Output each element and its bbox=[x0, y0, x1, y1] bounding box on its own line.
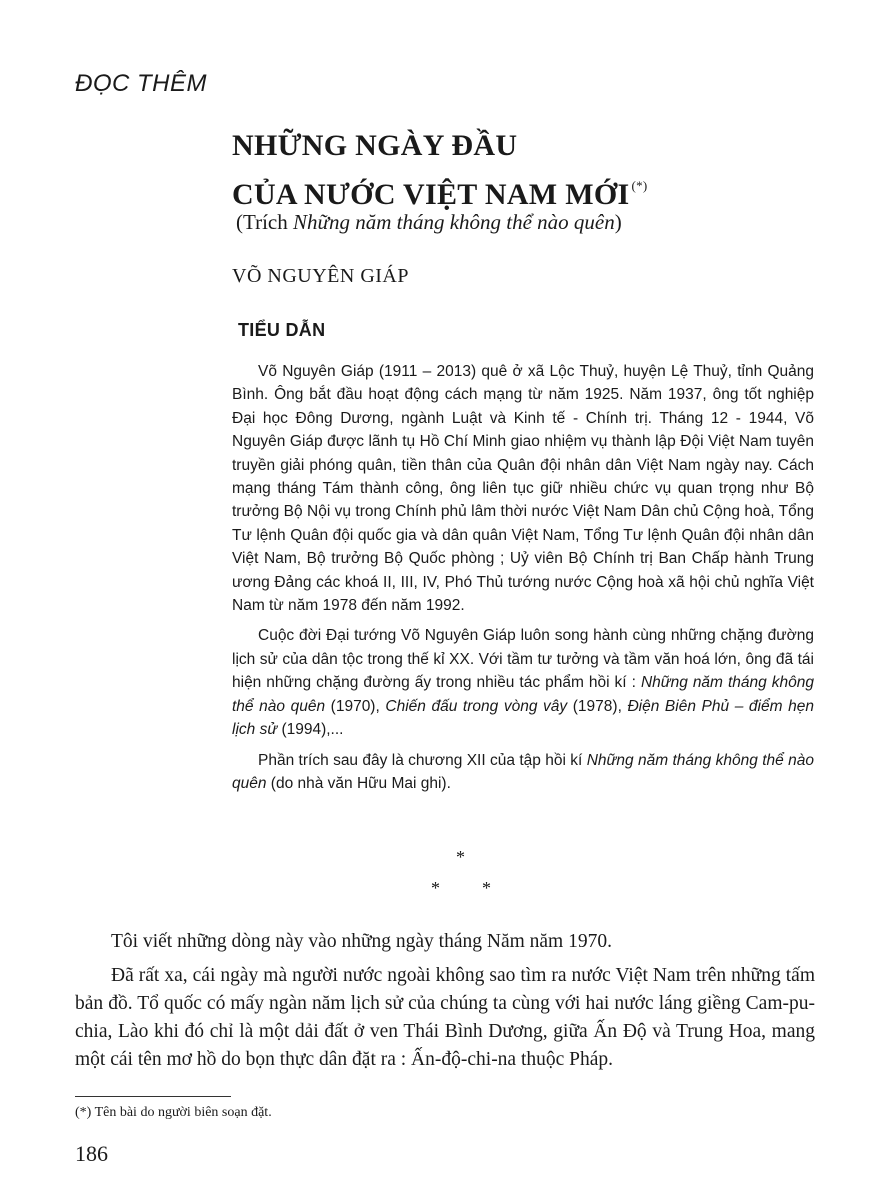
excerpt-suffix: ) bbox=[614, 210, 622, 234]
intro-p3-work: Những năm tháng không thể nào quên bbox=[232, 751, 814, 792]
work-title-3: Điện Biên Phủ – điểm hẹn lịch sử bbox=[232, 697, 814, 739]
separator-star: * bbox=[482, 878, 491, 898]
intro-paragraph-1: Võ Nguyên Giáp (1911 – 2013) quê ở xã Lộc Thuỷ, huyện Lệ Thuỷ, tỉnh Quảng Bình. Ông bắt đầu hoạt động cách mạng từ năm 1925. Năm 1937, ông tốt nghiệp Đại học Đông Dương, ngành Luật và Kinh tế - Chính trị. Tháng 12 - 1944, Võ Nguyên Giáp được lãnh tụ Hồ Chí Minh giao nhiệm vụ thành lập Đội Việt Nam tuyên truyền giải phóng quân, tiền thân của Quân đội nhân dân Việt Nam ngày nay. Cách mạng tháng Tám thành công, ông liên tục giữ nhiều chức vụ quan trọng như Bộ trưởng Bộ Nội vụ trong Chính phủ lâm thời nước Việt Nam Dân chủ Cộng hoà, Tổng Tư lệnh Quân đội quốc gia và dân quân Việt Nam, Tổng Tư lệnh Quân đội nhân dân Việt Nam, Bộ trưởng Bộ Quốc phòng ; Uỷ viên Bộ Chính trị Ban Chấp hành Trung ương Đảng các khoá II, III, IV, Phó Thủ tướng nước Cộng hoà xã hội chủ nghĩa Việt Nam từ năm 1978 đến năm 1992. bbox=[232, 363, 814, 615]
title-line-2-text: CỦA NƯỚC VIỆT NAM MỚI bbox=[232, 178, 630, 211]
footnote: (*) Tên bài do người biên soạn đặt. bbox=[75, 1105, 272, 1120]
intro-paragraph-2 bbox=[232, 624, 814, 741]
page-title bbox=[232, 126, 832, 215]
section-label: ĐỌC THÊM bbox=[75, 70, 207, 97]
excerpt-prefix: (Trích bbox=[236, 210, 293, 234]
work-year-1: (1970), bbox=[325, 697, 386, 715]
work-year-3: (1994),... bbox=[277, 721, 344, 739]
separator-star: * bbox=[431, 878, 440, 898]
intro-p2-text: Cuộc đời Đại tướng Võ Nguyên Giáp luôn song hành cùng những chặng đường lịch sử của dân tộc trong thế kỉ XX. Với tầm tư tưởng và tầm văn hoá lớn, ông đã tái hiện những chặng đường ấy trong nhiều tác phẩm hồi kí : bbox=[232, 627, 814, 692]
work-year-2: (1978), bbox=[567, 697, 628, 715]
intro-heading: TIỂU DẪN bbox=[238, 320, 326, 340]
intro-p3-prefix: Phần trích sau đây là chương XII của tập hồi kí bbox=[258, 751, 587, 769]
separator-star: * bbox=[456, 847, 465, 867]
work-title-1: Những năm tháng không thể nào quên bbox=[232, 674, 814, 715]
body-text bbox=[75, 928, 815, 1080]
footnote-marker: (*) bbox=[631, 178, 648, 193]
excerpt-work-title: Những năm tháng không thể nào quên bbox=[292, 210, 615, 234]
page-number: 186 bbox=[75, 1141, 108, 1166]
intro-section bbox=[232, 360, 814, 795]
footnote-divider bbox=[75, 1096, 231, 1097]
body-paragraph-1: Tôi viết những dòng này vào những ngày tháng Năm năm 1970. bbox=[111, 931, 612, 952]
work-title-2: Chiến đấu trong vòng vây bbox=[385, 697, 568, 715]
intro-paragraph-3 bbox=[232, 749, 814, 796]
excerpt-source bbox=[236, 210, 622, 235]
body-paragraph-2: Đã rất xa, cái ngày mà người nước ngoài không sao tìm ra nước Việt Nam trên những tấm bản đồ. Tổ quốc có mấy ngàn năm lịch sử của chúng ta cùng với hai nước láng giềng Cam-pu-chia, Lào khi đó chỉ là một dải đất ở ven Thái Bình Dương, giữa Ấn Độ và Trung Hoa, mang một cái tên mơ hồ do bọn thực dân đặt ra : Ấn-độ-chi-na thuộc Pháp. bbox=[75, 965, 815, 1070]
intro-p3-suffix: (do nhà văn Hữu Mai ghi). bbox=[266, 774, 451, 792]
title-line-2 bbox=[232, 166, 832, 215]
author-name: VÕ NGUYÊN GIÁP bbox=[232, 265, 409, 287]
title-line-1: NHỮNG NGÀY ĐẦU bbox=[232, 129, 518, 162]
